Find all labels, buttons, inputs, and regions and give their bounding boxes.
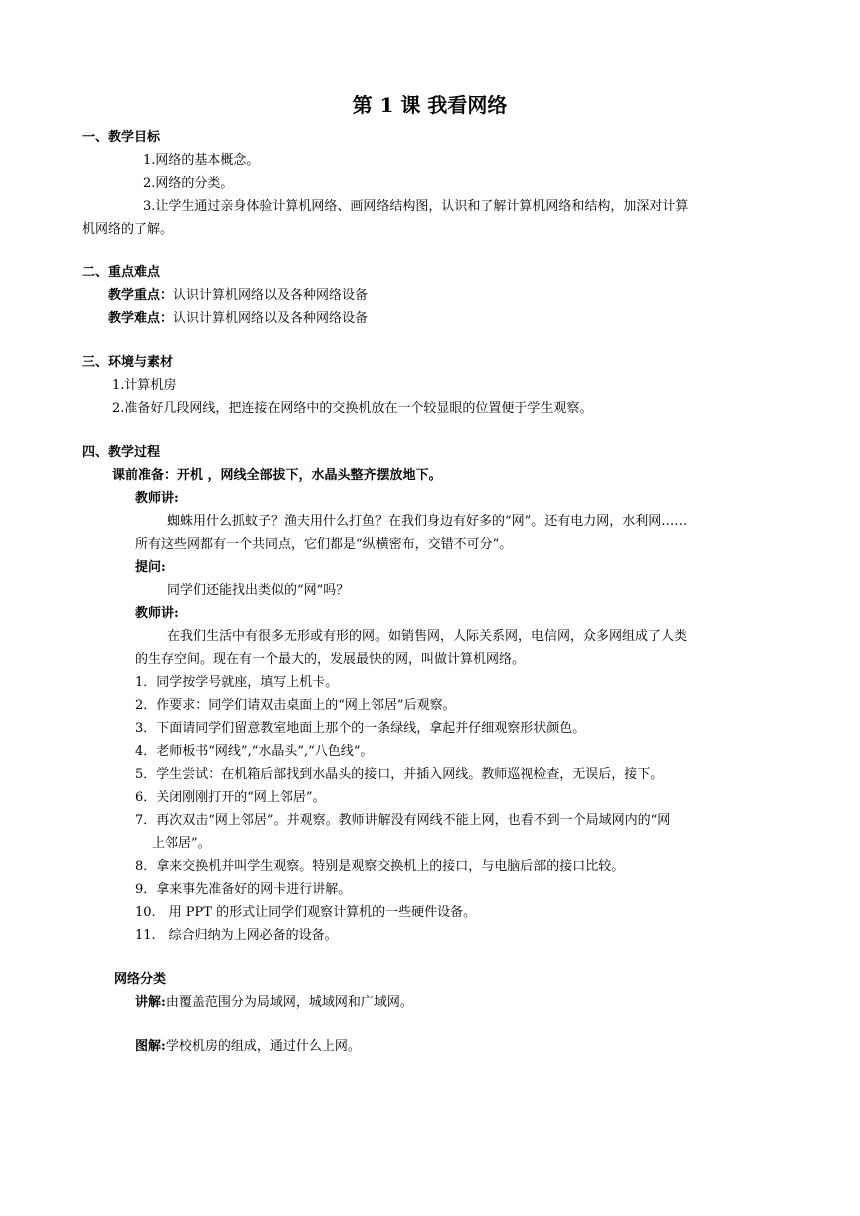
teacher-talk-label-2: 教师讲: <box>135 606 179 621</box>
process-step: 4．老师板书“网线”,“水晶头”,“八色线“。 <box>135 744 374 759</box>
explanation-label: 讲解: <box>135 995 166 1010</box>
process-step: 3．下面请同学们留意教室地面上那个的一条绿线，拿起并仔细观察形状颜色。 <box>135 721 586 736</box>
teaching-difficulty-label: 教学难点： <box>108 311 174 326</box>
explanation-text: 由覆盖范围分为局域网，城域网和广域网。 <box>165 995 413 1010</box>
classification-diagram-note <box>135 1038 361 1056</box>
teacher-talk-line: 的生存空间。现在有一个最大的，发展最快的网，叫做计算机网络。 <box>135 652 526 667</box>
process-step: 1．同学按学号就座，填写上机卡。 <box>135 675 339 690</box>
process-step: 11. 综合归纳为上网必备的设备。 <box>135 928 338 943</box>
teacher-talk-label: 教师讲: <box>135 491 179 506</box>
teaching-difficulty <box>108 310 368 328</box>
diagram-label: 图解: <box>135 1039 166 1054</box>
environment-item: 1.计算机房 <box>112 378 177 393</box>
teacher-talk-line: 所有这些网都有一个共同点，它们都是“纵横密布，交错不可分”。 <box>135 537 513 552</box>
objective-item: 1.网络的基本概念。 <box>143 153 260 168</box>
process-step: 9．拿来事先准备好的网卡进行讲解。 <box>135 882 352 897</box>
objective-item: 3.让学生通过亲身体验计算机网络、画网络结构图，认识和了解计算机网络和结构，加深对计算 <box>143 199 689 214</box>
environment-item: 2.准备好几段网线，把连接在网络中的交换机放在一个较显眼的位置便于学生观察。 <box>112 401 593 416</box>
page-title: 第 1 课 我看网络 <box>352 93 508 117</box>
classification-heading: 网络分类 <box>114 972 167 987</box>
process-step: 2．作要求：同学们请双击桌面上的“网上邻居”后观察。 <box>135 698 456 713</box>
process-step: 8．拿来交换机并叫学生观察。特别是观察交换机上的接口，与电脑后部的接口比较。 <box>135 859 625 874</box>
teaching-focus <box>108 287 368 305</box>
teaching-focus-text: 认识计算机网络以及各种网络设备 <box>173 288 369 303</box>
section-heading-key-points: 二、重点难点 <box>82 265 161 280</box>
section-heading-environment: 三、环境与素材 <box>82 355 174 370</box>
process-step: 7．再次双击“网上邻居”。并观察。教师讲解没有网线不能上网，也看不到一个局域网内的“网 <box>135 813 671 828</box>
objective-item: 2.网络的分类。 <box>143 176 234 191</box>
teaching-focus-label: 教学重点： <box>108 288 174 303</box>
question-text: 同学们还能找出类似的“网”吗？ <box>167 583 350 598</box>
teacher-talk-line: 在我们生活中有很多无形或有形的网。如销售网，人际关系网，电信网，众多网组成了人类 <box>167 629 688 644</box>
section-heading-process: 四、教学过程 <box>82 445 161 460</box>
process-step: 6．关闭刚刚打开的“网上邻居”。 <box>135 790 326 805</box>
process-step-continuation: 上邻居”。 <box>152 836 211 851</box>
question-label: 提问: <box>135 560 166 575</box>
process-step: 10. 用 PPT 的形式让同学们观察计算机的一些硬件设备。 <box>135 905 477 920</box>
objective-item-continuation: 机网络的了解。 <box>82 222 174 237</box>
section-heading-objectives: 一、教学目标 <box>82 130 161 145</box>
process-step: 5．学生尝试：在机箱后部找到水晶头的接口，并插入网线。教师巡视检查，无误后，接下。 <box>135 767 664 782</box>
classification-explanation <box>135 994 413 1012</box>
diagram-text: 学校机房的组成，通过什么上网。 <box>165 1039 361 1054</box>
teacher-talk-line: 蜘蛛用什么抓蚊子？渔夫用什么打鱼？在我们身边有好多的“网”。还有电力网，水利网…… <box>167 514 688 529</box>
teaching-difficulty-text: 认识计算机网络以及各种网络设备 <box>173 311 369 326</box>
pre-class-preparation: 课前准备：开机 ，网线全部拔下，水晶头整齐摆放地下。 <box>112 468 442 483</box>
